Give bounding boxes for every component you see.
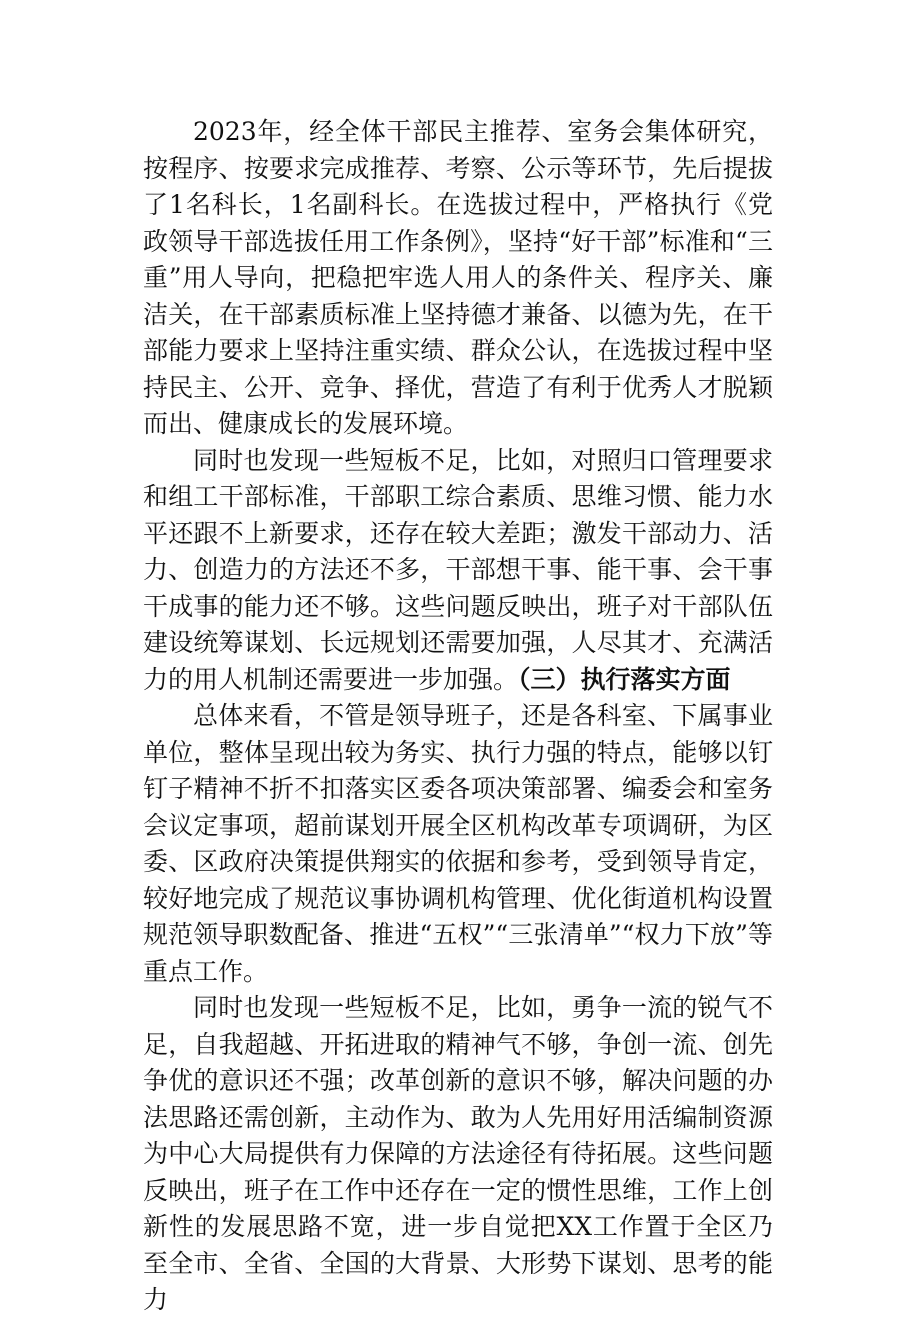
- paragraph-execution-shortcomings: [143, 990, 773, 1319]
- paragraph-text: 同时也发现一些短板不足，比如，对照归口管理要求和组工干部标准，干部职工综合素质、思维习惯、能力水平还跟不上新要求，还存在较大差距；激发干部动力、活力、创造力的方法还不多，干部想干事、能干事、会干事干成事的能力还不够。这些问题反映出，班子对干部队伍建设统筹谋划、长远规划还需要加强，人尽其才、充满活力的用人机制还需要进一步加强。: [143, 445, 773, 694]
- paragraph-cadre-shortcomings: [143, 443, 773, 699]
- section-heading-execution: （三）执行落实方面: [518, 664, 731, 694]
- paragraph-text: 同时也发现一些短板不足，比如，勇争一流的锐气不足，自我超越、开拓进取的精神气不够，争创一流、创先争优的意识还不强；改革创新的意识不够，解决问题的办法思路还需创新，主动作为、敢为人先用好用活编制资源为中心大局提供有力保障的方法途径有待拓展。这些问题反映出，班子在工作中还存在一定的惯性思维，工作上创新性的发展思路不宽，进一步自觉把XX工作置于全区乃至全市、全省、全国的大背景、大形势下谋划、思考的能力: [143, 993, 773, 1314]
- paragraph-cadre-promotion: [143, 114, 773, 443]
- document-body: [143, 114, 773, 1319]
- paragraph-execution-overview: [143, 698, 773, 990]
- paragraph-text: 总体来看，不管是领导班子，还是各科室、下属事业单位，整体呈现出较为务实、执行力强的特点，能够以钉钉子精神不折不扣落实区委各项决策部署、编委会和室务会议定事项，超前谋划开展全区机构改革专项调研，为区委、区政府决策提供翔实的依据和参考，受到领导肯定，较好地完成了规范议事协调机构管理、优化街道机构设置规范领导职数配备、推进“五权”“三张清单”“权力下放”等重点工作。: [143, 701, 773, 986]
- paragraph-text: 2023年，经全体干部民主推荐、室务会集体研究，按程序、按要求完成推荐、考察、公示等环节，先后提拔了1名科长，1名副科长。在选拔过程中，严格执行《党政领导干部选拔任用工作条例》，坚持“好干部”标准和“三重”用人导向，把稳把牢选人用人的条件关、程序关、廉洁关，在干部素质标准上坚持德才兼备、以德为先，在干部能力要求上坚持注重实绩、群众公认，在选拔过程中坚持民主、公开、竞争、择优，营造了有利于优秀人才脱颖而出、健康成长的发展环境。: [143, 117, 773, 438]
